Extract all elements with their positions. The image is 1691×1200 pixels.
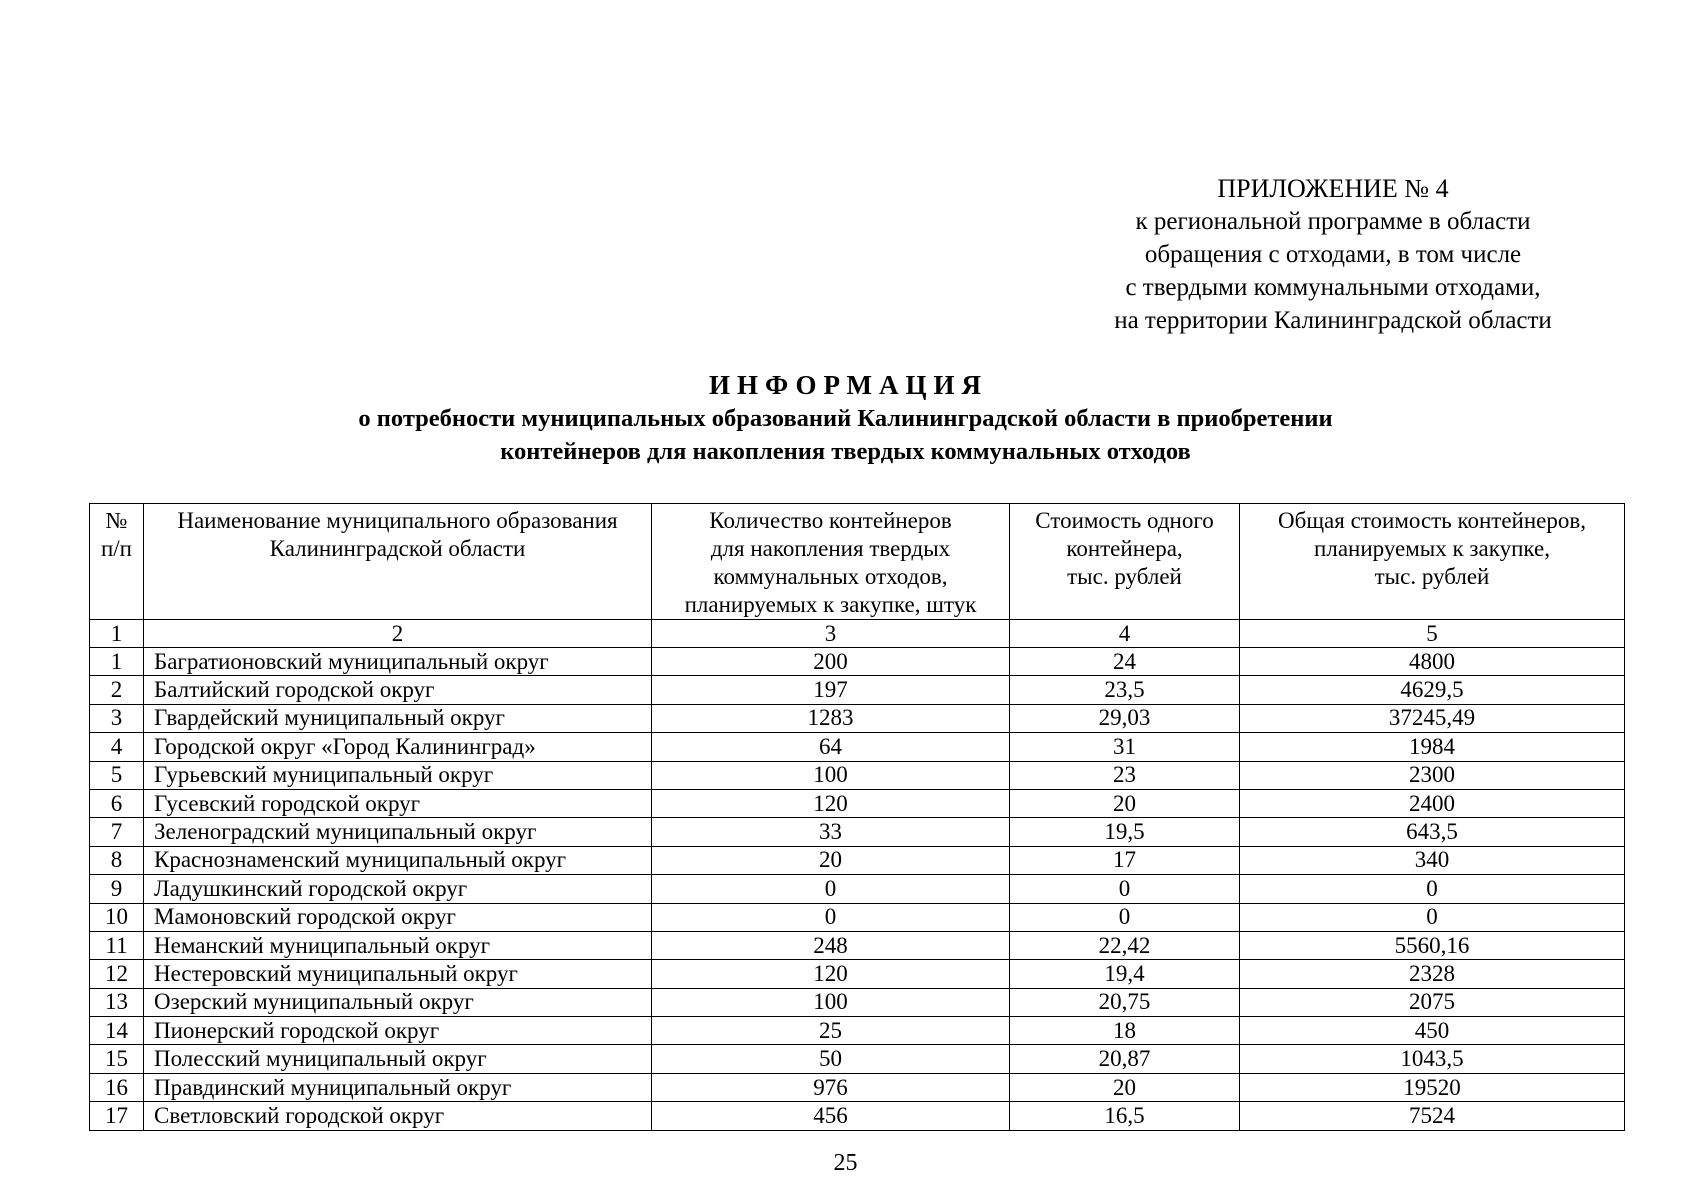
unit-cost-cell: 20,75 — [1010, 988, 1240, 1016]
municipality-name-cell: Гурьевский муниципальный округ — [144, 761, 652, 789]
unit-cost-cell: 20 — [1010, 789, 1240, 817]
total-cost-cell: 0 — [1240, 903, 1625, 931]
header-text: тыс. рублей — [1067, 564, 1182, 589]
municipality-name-cell: Озерский муниципальный округ — [144, 988, 652, 1016]
total-cost-cell: 2300 — [1240, 761, 1625, 789]
municipality-name-cell: Краснознаменский муниципальный округ — [144, 846, 652, 874]
row-number-cell: 14 — [90, 1017, 144, 1045]
row-number-cell: 15 — [90, 1045, 144, 1073]
table-row — [90, 648, 1625, 676]
container-count-cell: 25 — [652, 1017, 1010, 1045]
unit-cost-cell: 19,5 — [1010, 818, 1240, 846]
table-row — [90, 676, 1625, 704]
column-number: 1 — [90, 620, 144, 648]
container-count-cell: 456 — [652, 1102, 1010, 1130]
header-text: планируемых к закупке, штук — [684, 592, 977, 617]
column-number: 4 — [1010, 620, 1240, 648]
municipality-name-cell: Правдинский муниципальный округ — [144, 1073, 652, 1101]
row-number-cell: 11 — [90, 931, 144, 959]
total-cost-cell: 4629,5 — [1240, 676, 1625, 704]
document-heading — [0, 368, 1691, 468]
page-number: 25 — [833, 1150, 858, 1176]
header-text: Общая стоимость контейнеров, — [1278, 508, 1586, 533]
municipality-name-cell: Зеленоградский муниципальный округ — [144, 818, 652, 846]
row-number-cell: 16 — [90, 1073, 144, 1101]
container-count-cell: 20 — [652, 846, 1010, 874]
heading-subtitle-line: о потребности муниципальных образований Калининградской области в приобретении — [358, 405, 1333, 432]
unit-cost-cell: 24 — [1010, 648, 1240, 676]
row-number-cell: 6 — [90, 789, 144, 817]
total-cost-cell: 4800 — [1240, 648, 1625, 676]
unit-cost-cell: 16,5 — [1010, 1102, 1240, 1130]
header-municipality — [144, 504, 652, 620]
container-count-cell: 197 — [652, 676, 1010, 704]
header-text: Количество контейнеров — [709, 508, 952, 533]
appendix-line: на территории Калининградской области — [1114, 307, 1552, 334]
municipality-name-cell: Светловский городской округ — [144, 1102, 652, 1130]
row-number-cell: 8 — [90, 846, 144, 874]
total-cost-cell: 643,5 — [1240, 818, 1625, 846]
header-text: Стоимость одного — [1035, 508, 1214, 533]
header-text: для накопления твердых — [710, 536, 951, 561]
header-total-cost — [1240, 504, 1625, 620]
header-text: коммунальных отходов, — [713, 564, 948, 589]
unit-cost-cell: 17 — [1010, 846, 1240, 874]
total-cost-cell: 1984 — [1240, 733, 1625, 761]
header-text: Наименование муниципального образования — [177, 508, 618, 533]
header-text: № — [105, 508, 128, 533]
container-count-cell: 50 — [652, 1045, 1010, 1073]
row-number-cell: 13 — [90, 988, 144, 1016]
column-numbers-row — [90, 620, 1625, 648]
table-row — [90, 704, 1625, 732]
table-row — [90, 988, 1625, 1016]
header-text: планируемых к закупке, — [1314, 536, 1550, 561]
header-text: контейнера, — [1066, 536, 1183, 561]
municipality-name-cell: Полесский муниципальный округ — [144, 1045, 652, 1073]
row-number-cell: 5 — [90, 761, 144, 789]
heading-subtitle-line: контейнеров для накопления твердых коммунальных отходов — [500, 438, 1191, 465]
container-count-cell: 64 — [652, 733, 1010, 761]
header-text: Калининградской области — [269, 536, 526, 561]
row-number-cell: 17 — [90, 1102, 144, 1130]
column-number: 3 — [652, 620, 1010, 648]
table-header-row — [90, 504, 1625, 620]
container-count-cell: 120 — [652, 789, 1010, 817]
header-text: тыс. рублей — [1374, 564, 1490, 589]
container-count-cell: 248 — [652, 931, 1010, 959]
municipality-name-cell: Багратионовский муниципальный округ — [144, 648, 652, 676]
header-unit-cost — [1010, 504, 1240, 620]
row-number-cell: 4 — [90, 733, 144, 761]
municipality-name-cell: Балтийский городской округ — [144, 676, 652, 704]
table-row — [90, 846, 1625, 874]
row-number-cell: 7 — [90, 818, 144, 846]
unit-cost-cell: 23 — [1010, 761, 1240, 789]
appendix-line: с твердыми коммунальными отходами, — [1125, 274, 1541, 301]
header-number — [90, 504, 144, 620]
total-cost-cell: 37245,49 — [1240, 704, 1625, 732]
header-container-count — [652, 504, 1010, 620]
municipality-name-cell: Неманский муниципальный округ — [144, 931, 652, 959]
table-row — [90, 733, 1625, 761]
total-cost-cell: 2075 — [1240, 988, 1625, 1016]
heading-title: ИНФОРМАЦИЯ — [709, 370, 988, 400]
container-count-cell: 200 — [652, 648, 1010, 676]
container-count-cell: 100 — [652, 761, 1010, 789]
municipality-name-cell: Пионерский городской округ — [144, 1017, 652, 1045]
container-count-cell: 976 — [652, 1073, 1010, 1101]
row-number-cell: 12 — [90, 960, 144, 988]
container-count-cell: 33 — [652, 818, 1010, 846]
unit-cost-cell: 20 — [1010, 1073, 1240, 1101]
unit-cost-cell: 31 — [1010, 733, 1240, 761]
table-row — [90, 789, 1625, 817]
row-number-cell: 10 — [90, 903, 144, 931]
unit-cost-cell: 19,4 — [1010, 960, 1240, 988]
table-row — [90, 1073, 1625, 1101]
row-number-cell: 9 — [90, 875, 144, 903]
column-number: 5 — [1240, 620, 1625, 648]
unit-cost-cell: 20,87 — [1010, 1045, 1240, 1073]
municipality-name-cell: Гусевский городской округ — [144, 789, 652, 817]
row-number-cell: 1 — [90, 648, 144, 676]
unit-cost-cell: 18 — [1010, 1017, 1240, 1045]
total-cost-cell: 7524 — [1240, 1102, 1625, 1130]
table-row — [90, 960, 1625, 988]
column-number: 2 — [144, 620, 652, 648]
appendix-block — [1053, 172, 1613, 337]
appendix-line: обращения с отходами, в том числе — [1144, 241, 1522, 268]
total-cost-cell: 0 — [1240, 875, 1625, 903]
table-row — [90, 1045, 1625, 1073]
total-cost-cell: 5560,16 — [1240, 931, 1625, 959]
table-row — [90, 875, 1625, 903]
table-row — [90, 1102, 1625, 1130]
total-cost-cell: 19520 — [1240, 1073, 1625, 1101]
unit-cost-cell: 22,42 — [1010, 931, 1240, 959]
appendix-line: к региональной программе в области — [1135, 208, 1531, 235]
row-number-cell: 3 — [90, 704, 144, 732]
table-row — [90, 903, 1625, 931]
unit-cost-cell: 0 — [1010, 875, 1240, 903]
municipality-name-cell: Гвардейский муниципальный округ — [144, 704, 652, 732]
container-count-cell: 1283 — [652, 704, 1010, 732]
containers-table — [89, 503, 1625, 1131]
table-body — [90, 620, 1625, 1131]
total-cost-cell: 2328 — [1240, 960, 1625, 988]
table-row — [90, 818, 1625, 846]
unit-cost-cell: 0 — [1010, 903, 1240, 931]
container-count-cell: 0 — [652, 903, 1010, 931]
unit-cost-cell: 29,03 — [1010, 704, 1240, 732]
container-count-cell: 100 — [652, 988, 1010, 1016]
total-cost-cell: 2400 — [1240, 789, 1625, 817]
table-row — [90, 1017, 1625, 1045]
table-row — [90, 761, 1625, 789]
total-cost-cell: 1043,5 — [1240, 1045, 1625, 1073]
row-number-cell: 2 — [90, 676, 144, 704]
header-text: п/п — [100, 536, 132, 561]
total-cost-cell: 340 — [1240, 846, 1625, 874]
municipality-name-cell: Городской округ «Город Калининград» — [144, 733, 652, 761]
table-row — [90, 931, 1625, 959]
municipality-name-cell: Мамоновский городской округ — [144, 903, 652, 931]
unit-cost-cell: 23,5 — [1010, 676, 1240, 704]
container-count-cell: 0 — [652, 875, 1010, 903]
municipality-name-cell: Нестеровский муниципальный округ — [144, 960, 652, 988]
container-count-cell: 120 — [652, 960, 1010, 988]
total-cost-cell: 450 — [1240, 1017, 1625, 1045]
municipality-name-cell: Ладушкинский городской округ — [144, 875, 652, 903]
appendix-title: ПРИЛОЖЕНИЕ № 4 — [1217, 174, 1449, 203]
